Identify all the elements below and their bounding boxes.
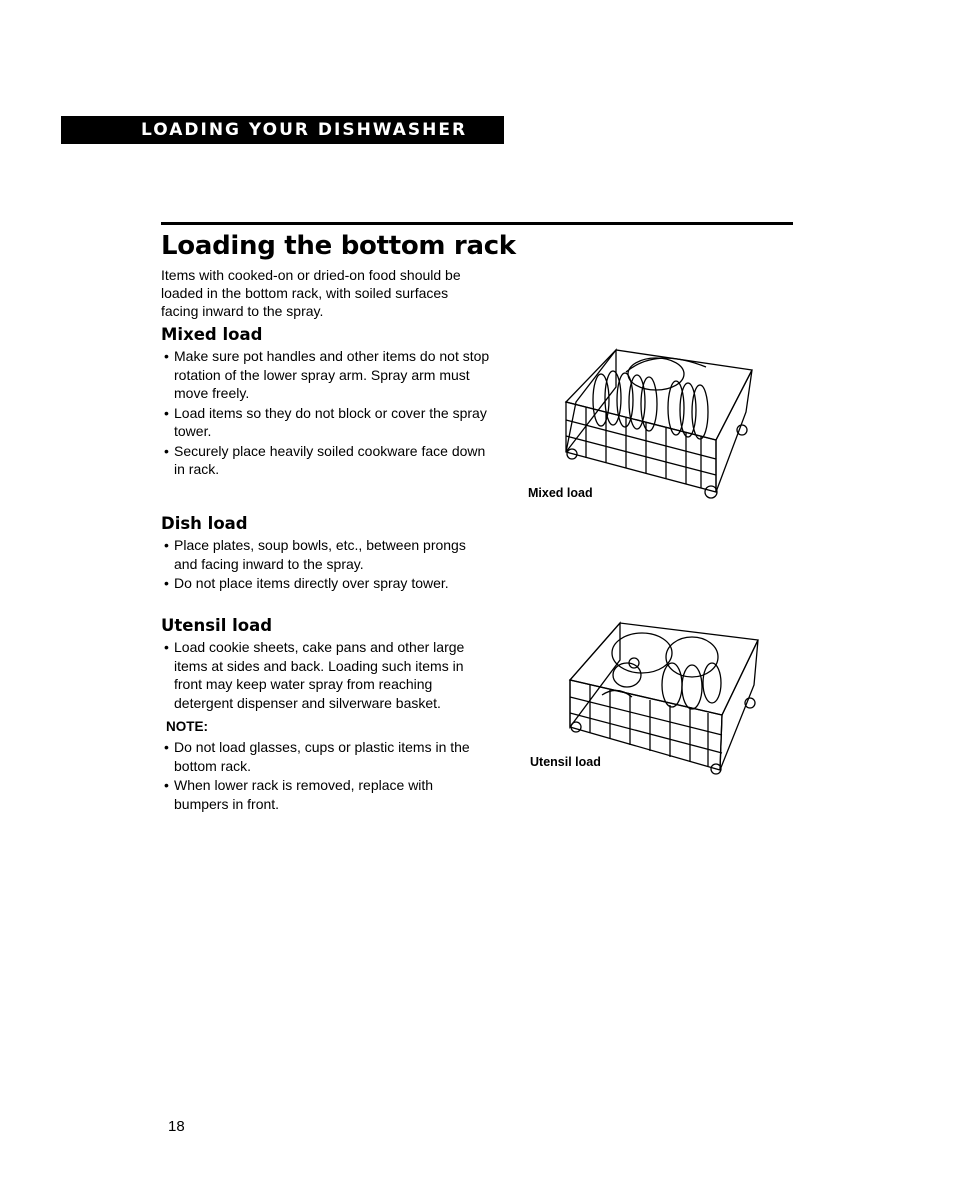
mixed-load-heading: Mixed load bbox=[161, 325, 263, 344]
note-list bbox=[161, 738, 491, 813]
list-item: • Place plates, soup bowls, etc., between prongs and facing inward to the spray. bbox=[164, 537, 466, 572]
dish-load-list bbox=[161, 536, 491, 593]
note-heading: NOTE: bbox=[166, 719, 208, 734]
list-item: • Make sure pot handles and other items do not stop rotation of the lower spray arm. Spray arm must move freely. bbox=[164, 348, 490, 401]
utensil-load-rack-illustration bbox=[562, 615, 766, 775]
mixed-load-rack-illustration bbox=[556, 342, 756, 507]
utensil-load-section bbox=[161, 616, 491, 814]
dish-load-section bbox=[161, 514, 491, 594]
list-item: • Do not load glasses, cups or plastic items in the bottom rack. bbox=[164, 739, 470, 774]
mixed-load-section bbox=[161, 325, 491, 480]
page-number: 18 bbox=[168, 1118, 185, 1135]
list-item: • Load cookie sheets, cake pans and other large items at sides and back. Loading such items in front may keep water spray from reaching detergent dispenser and silverware basket. bbox=[164, 639, 465, 711]
utensil-load-list bbox=[161, 638, 491, 712]
list-item: • Securely place heavily soiled cookware face down in rack. bbox=[164, 442, 486, 477]
intro-paragraph: Items with cooked-on or dried-on food should be loaded in the bottom rack, with soiled surfaces facing inward to the spray. bbox=[161, 267, 461, 319]
list-item: • Load items so they do not block or cover the spray tower. bbox=[164, 404, 487, 439]
title-rule bbox=[161, 222, 793, 225]
mixed-load-list bbox=[161, 347, 491, 479]
page-title: Loading the bottom rack bbox=[161, 231, 516, 261]
list-item: • When lower rack is removed, replace with bumpers in front. bbox=[164, 777, 434, 812]
utensil-load-caption: Utensil load bbox=[530, 755, 601, 769]
section-banner: LOADING YOUR DISHWASHER bbox=[61, 116, 504, 144]
utensil-load-heading: Utensil load bbox=[161, 616, 273, 635]
dish-load-heading: Dish load bbox=[161, 514, 248, 533]
mixed-load-caption: Mixed load bbox=[528, 486, 593, 500]
list-item: • Do not place items directly over spray tower. bbox=[164, 575, 449, 591]
